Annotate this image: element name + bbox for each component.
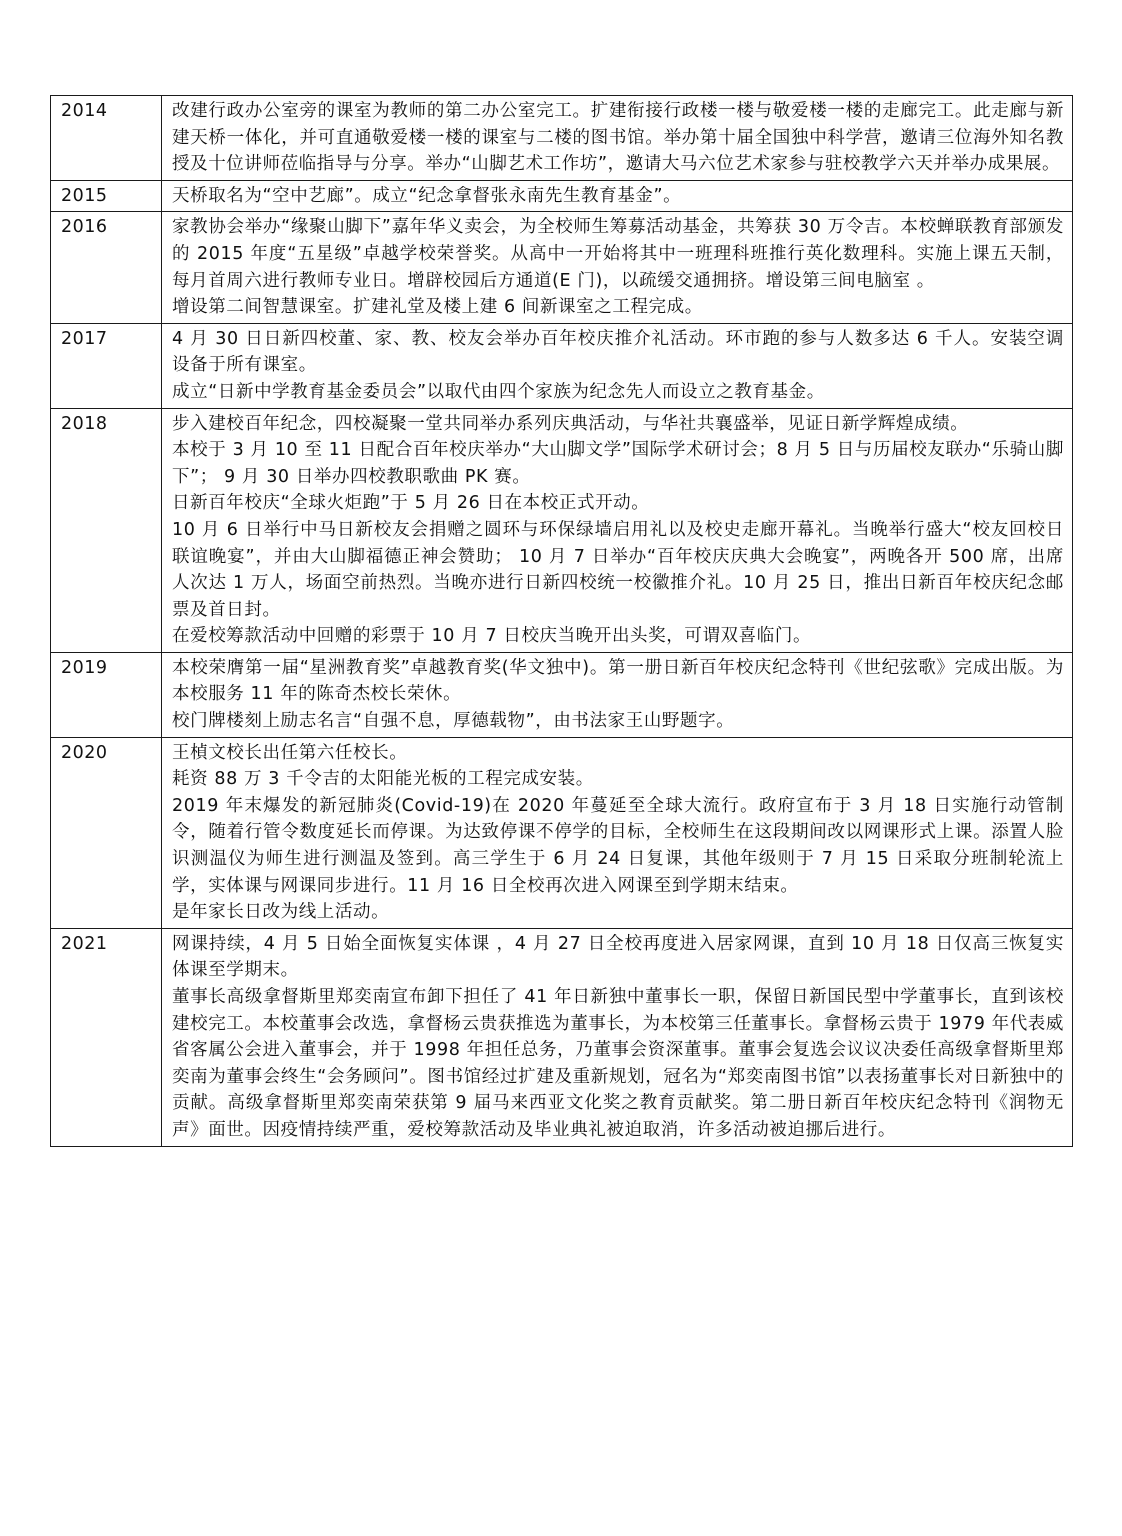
entry-paragraph: 耗资 88 万 3 千令吉的太阳能光板的工程完成安装。 <box>172 769 594 790</box>
entry-paragraph: 董事长高级拿督斯里郑奕南宣布卸下担任了 41 年日新独中董事长一职，保留日新国民型中学董事长，直到该校建校完工。本校董事会改选，拿督杨云贵获推选为董事长，为本校第三任董事长。拿督杨云贵于 1979 年代表威省客属公会进入董事会，并于 1998 年担任总务，乃董事会资深董事。董事会复选会议议决委任高级拿督斯里郑奕南为董事会终生“会务顾问”。图书馆经过扩建及重新规划，冠名为“郑奕南图书馆”以表扬董事长对日新独中的贡献。高级拿督斯里郑奕南荣获第 9 届马来西亚文化奖之教育贡献奖。第二册日新百年校庆纪念特刊《润物无声》面世。因疫情持续严重，爱校筹款活动及毕业典礼被迫取消，许多活动被迫挪后进行。 <box>172 987 1064 1140</box>
entry-cell <box>162 180 1073 212</box>
entry-paragraph: 步入建校百年纪念，四校凝聚一堂共同举办系列庆典活动，与华社共襄盛举，见证日新学辉煌成绩。 <box>172 413 969 434</box>
entry-paragraph: 在爱校筹款活动中回赠的彩票于 10 月 7 日校庆当晚开出头奖，可谓双喜临门。 <box>172 626 812 647</box>
year-cell: 2014 <box>51 96 162 181</box>
entry-paragraph: 天桥取名为“空中艺廊”。成立“纪念拿督张永南先生教育基金”。 <box>172 185 682 206</box>
entry-paragraph: 本校荣膺第一届“星洲教育奖”卓越教育奖(华文独中)。第一册日新百年校庆纪念特刊《世纪弦歌》完成出版。为本校服务 11 年的陈奇杰校长荣休。 <box>172 657 1064 705</box>
entry-cell <box>162 96 1073 181</box>
entry-paragraph: 10 月 6 日举行中马日新校友会捐赠之圆环与环保绿墙启用礼以及校史走廊开幕礼。当晚举行盛大“校友回校日联谊晚宴”，并由大山脚福德正神会赞助； 10 月 7 日举办“百年校庆庆典大会晚宴”，两晚各开 500 席，出席人次达 1 万人，场面空前热烈。当晚亦进行日新四校统一校徽推介礼。10 月 25 日，推出日新百年校庆纪念邮票及首日封。 <box>172 519 1064 620</box>
entry-paragraph: 王楨文校长出任第六任校长。 <box>172 742 408 763</box>
entry-paragraph: 增设第二间智慧课室。扩建礼堂及楼上建 6 间新课室之工程完成。 <box>172 297 703 318</box>
year-cell: 2016 <box>51 212 162 323</box>
entry-cell <box>162 323 1073 408</box>
entry-cell <box>162 212 1073 323</box>
year-cell: 2019 <box>51 652 162 737</box>
timeline-row-2017 <box>51 323 1073 408</box>
entry-paragraph: 4 月 30 日日新四校董、家、教、校友会举办百年校庆推介礼活动。环市跑的参与人数多达 6 千人。安装空调设备于所有课室。 <box>172 328 1064 376</box>
year-cell: 2015 <box>51 180 162 212</box>
timeline-row-2014 <box>51 96 1073 181</box>
entry-paragraph: 网课持续，4 月 5 日始全面恢复实体课 ，4 月 27 日全校再度进入居家网课，直到 10 月 18 日仅高三恢复实体课至学期末。 <box>172 933 1064 981</box>
year-cell: 2018 <box>51 408 162 652</box>
timeline-table <box>50 95 1073 1147</box>
year-cell: 2021 <box>51 928 162 1146</box>
entry-paragraph: 本校于 3 月 10 至 11 日配合百年校庆举办“大山脚文学”国际学术研讨会；8 月 5 日与历届校友联办“乐骑山脚下”； 9 月 30 日举办四校教职歌曲 PK 赛。 <box>172 440 1064 487</box>
entry-cell <box>162 737 1073 928</box>
entry-paragraph: 改建行政办公室旁的课室为教师的第二办公室完工。扩建衔接行政楼一楼与敬爱楼一楼的走廊完工。此走廊与新建天桥一体化，并可直通敬爱楼一楼的课室与二楼的图书馆。举办第十届全国独中科学营，邀请三位海外知名教授及十位讲师莅临指导与分享。举办“山脚艺术工作坊”，邀请大马六位艺术家参与驻校教学六天并举办成果展。 <box>172 101 1064 175</box>
entry-cell <box>162 928 1073 1146</box>
entry-paragraph: 2019 年末爆发的新冠肺炎(Covid-19)在 2020 年蔓延至全球大流行。政府宣布于 3 月 18 日实施行动管制令，随着行管令数度延长而停课。为达致停课不停学的目标，全校师生在这段期间改以网课形式上课。添置人脸识测温仪为师生进行测温及签到。高三学生于 6 月 24 日复课，其他年级则于 7 月 15 日采取分班制轮流上学，实体课与网课同步进行。11 月 16 日全校再次进入网课至到学期末结束。 <box>172 795 1064 896</box>
entry-paragraph: 家教协会举办“缘聚山脚下”嘉年华义卖会，为全校师生筹募活动基金，共筹获 30 万令吉。本校蝉联教育部颁发的 2015 年度“五星级”卓越学校荣誉奖。从高中一开始将其中一班理科班推行英化数理科。实施上课五天制，每月首周六进行教师专业日。增辟校园后方通道(E 门)，以疏缓交通拥挤。增设第三间电脑室 。 <box>172 217 1064 291</box>
year-cell: 2017 <box>51 323 162 408</box>
entry-paragraph: 成立“日新中学教育基金委员会”以取代由四个家族为纪念先人而设立之教育基金。 <box>172 381 825 402</box>
entry-paragraph: 是年家长日改为线上活动。 <box>172 902 390 923</box>
timeline-row-2019 <box>51 652 1073 737</box>
year-cell: 2020 <box>51 737 162 928</box>
entry-paragraph: 校门牌楼刻上励志名言“自强不息，厚德载物”，由书法家王山野题字。 <box>172 711 735 732</box>
timeline-row-2016 <box>51 212 1073 323</box>
entry-cell <box>162 408 1073 652</box>
entry-paragraph: 日新百年校庆“全球火炬跑”于 5 月 26 日在本校正式开动。 <box>172 493 650 514</box>
entry-cell <box>162 652 1073 737</box>
timeline-row-2018 <box>51 408 1073 652</box>
timeline-row-2015 <box>51 180 1073 212</box>
timeline-row-2021 <box>51 928 1073 1146</box>
timeline-row-2020 <box>51 737 1073 928</box>
